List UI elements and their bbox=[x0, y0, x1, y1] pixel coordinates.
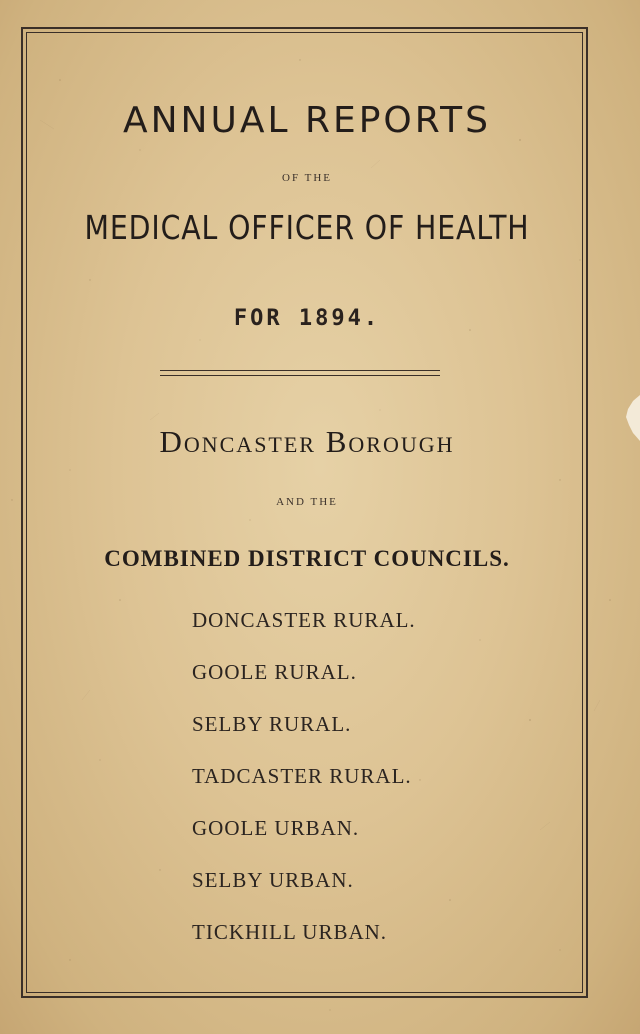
councils-heading: COMBINED DISTRICT COUNCILS. bbox=[104, 546, 510, 571]
report-title: ANNUAL REPORTS bbox=[122, 100, 491, 141]
district-list bbox=[192, 608, 416, 972]
district-item: GOOLE URBAN. bbox=[192, 816, 360, 840]
district-item: TICKHILL URBAN. bbox=[192, 920, 388, 944]
district-item: DONCASTER RURAL. bbox=[192, 608, 416, 632]
double-rule-top bbox=[160, 370, 440, 371]
district-item: SELBY URBAN. bbox=[192, 868, 354, 892]
of-the-connector: OF THE bbox=[282, 172, 332, 184]
officer-heading: MEDICAL OFFICER OF HEALTH bbox=[84, 208, 530, 247]
district-item: SELBY RURAL. bbox=[192, 712, 352, 736]
and-the-connector: AND THE bbox=[276, 496, 338, 508]
district-item: TADCASTER RURAL. bbox=[192, 764, 412, 788]
borough-heading: Doncaster Borough bbox=[159, 424, 455, 459]
year-line: FOR 1894. bbox=[233, 306, 381, 331]
district-item: GOOLE RURAL. bbox=[192, 660, 357, 684]
double-rule-bottom bbox=[160, 375, 440, 376]
torn-edge-notch bbox=[624, 395, 640, 441]
